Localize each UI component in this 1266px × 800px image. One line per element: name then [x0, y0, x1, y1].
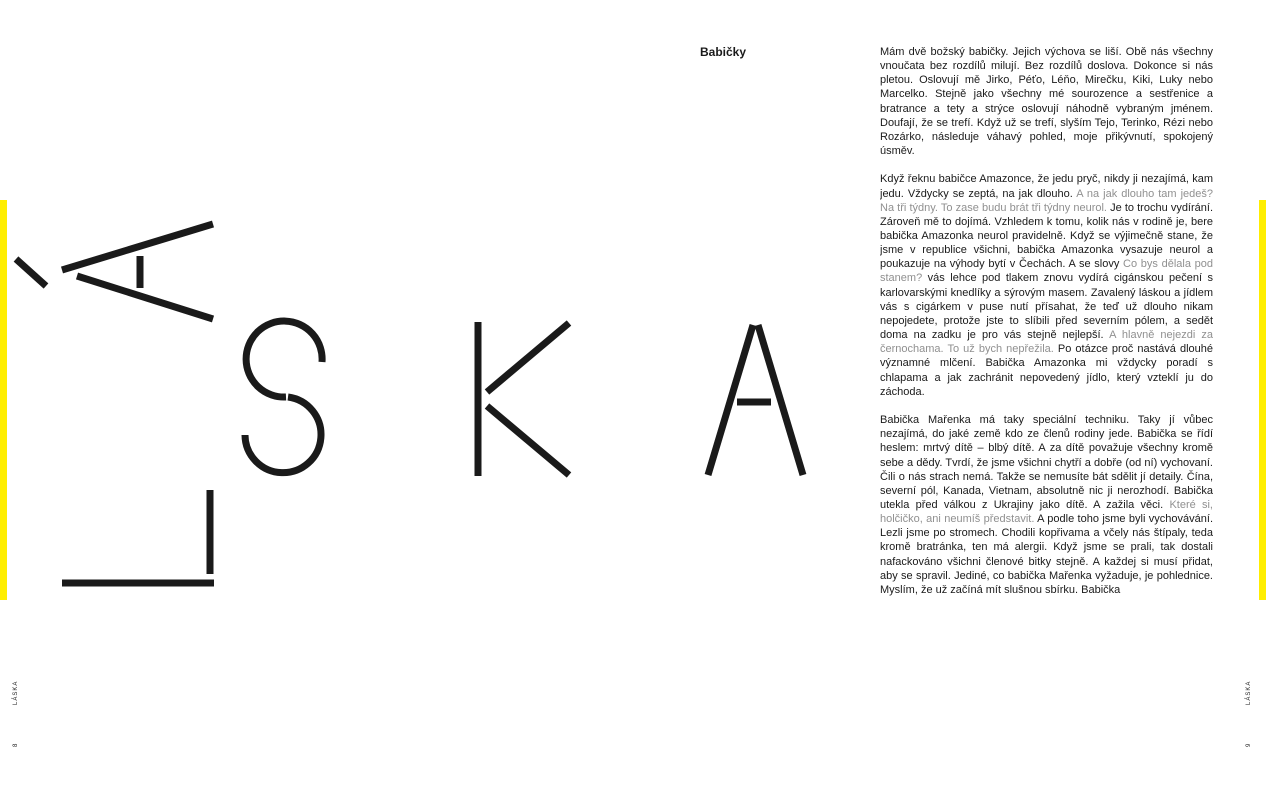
letter-k-stroke	[487, 406, 569, 475]
letter-k-stroke	[487, 323, 569, 392]
letter-a-acute-stroke	[77, 276, 213, 319]
quoted-speech: Co bys dělala pod stanem?	[880, 258, 1213, 285]
quoted-speech: Které si, holčičko, ani neumíš představit.	[880, 498, 1213, 526]
body-text: Mám dvě božský babičky. Jejich výchova se liší. Obě nás všechny vnoučata bez rozdílů milují. Bez rozdílů doslova. Dokonce si nás pletou. Oslovují mě Jirko, Péťo, Léňo, Mirečku, Kiki, Luky nebo Marcelko. Stejně jako všechny mé sourozence a sestřenice a bratrance a tety a strýce oslovují náhodně vybraným jménem. Doufají, že se trefí. Když už se trefí, slyším Tejo, Terinko, Rézi nebo Rozárko, následuje váhavý pohled, moje přikývnutí, spokojený úsměv.	[880, 46, 1213, 158]
article-body	[880, 45, 1213, 597]
letter-s-stroke	[246, 321, 322, 397]
letter-s-stroke	[245, 397, 321, 473]
article-paragraph	[880, 172, 1213, 399]
body-text: A podle toho jsme byli vychovávání. Lezli jsme po stromech. Chodili kopřivama a včely nás štípaly, teda kromě bratránka, ten má alergii. Když jsme se prali, tak dostali nafackováno všichni členové bitky stejně. A každej si musí přidat, aby se spravil. Jediné, co babička Mařenka vyžaduje, je pohlednice. Myslím, že už začíná mít slušnou sbírku. Babička	[880, 513, 1213, 596]
yellow-accent-bar-right	[1259, 200, 1266, 600]
section-heading: Babičky	[700, 45, 747, 59]
letter-a-acute-stroke	[16, 259, 46, 286]
body-text: Po otázce proč nastává dlouhé významné mlčení. Babička Amazonka mi vždycky poradí s chlapama a jak zachránit nepovedený jídlo, který vzteklí ju do záchoda.	[880, 343, 1213, 398]
quoted-speech: A hlavně nejezdi za černochama. To už bych nepřežila.	[880, 329, 1213, 356]
body-text: Je to trochu vydírání. Zároveň mě to dojímá. Vzhledem k tomu, kolik nás v rodině je, bere babička Amazonka neurol pravidelně. Když se výjimečně stane, že jsme v republice všichni, babička Amazonka vysazuje neurol a poukazuje na výhody bytí v Čechách. A se slovy	[880, 201, 1213, 271]
page-number-left: 8	[13, 742, 19, 747]
quoted-speech: A na jak dlouho tam jedeš? Na tři týdny. To zase budu brát tři týdny neurol.	[880, 187, 1213, 214]
body-text: vás lehce pod tlakem znovu vydírá cigánskou pečení s karlovarskými knedlíky a sýrovým masem. Zavalený láskou a jídlem vás s cigárkem v puse nutí přísahat, že teď už dlouho nikam nepojedete, protože jste to slíbili před severním pólem, a sedět doma na zadku je pro vás stejně nejlepší.	[880, 272, 1213, 342]
body-text: Babička Mařenka má taky speciální techniku. Taky jí vůbec nezajímá, do jaké země kdo ze členů rodiny jede. Babička se řídí heslem: mrtvý dítě – blbý dítě. A za dítě považuje všechny kromě sebe a dědy. Tvrdí, že jsme všichni chytří a dobře (od ní) vychovaní. Čili o nás strach nemá. Takže se nemusíte bát sdělit jí detaily. Čína, severní pól, Kanada, Vietnam, absolutně nic ji nerozhodí. Babička utekla před válkou z Ukrajiny jako dítě. A zažila věci.	[880, 414, 1213, 511]
article-paragraph	[880, 413, 1213, 597]
body-text: Když řeknu babičce Amazonce, že jedu pryč, nikdy ji nezajímá, kam jedu. Vždycky se zeptá, na jak dlouho.	[880, 173, 1213, 200]
article-paragraph	[880, 45, 1213, 158]
running-head-right: LÁSKA	[1246, 680, 1252, 705]
running-head-left: LÁSKA	[13, 680, 19, 705]
page-number-right: 9	[1246, 742, 1252, 747]
